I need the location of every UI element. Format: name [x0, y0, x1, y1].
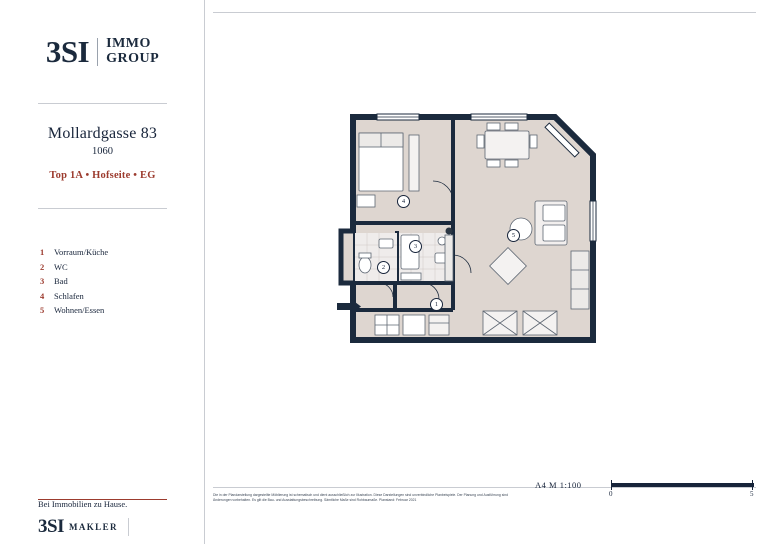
footer-divider [128, 518, 129, 536]
room-marker-4: 4 [397, 195, 410, 208]
divider-top [38, 103, 167, 104]
legend-label: Wohnen/Essen [54, 305, 105, 315]
list-item [40, 262, 190, 272]
list-item [40, 276, 190, 286]
unit-subtitle: Top 1A • Hofseite • EG [49, 170, 156, 181]
list-item [40, 247, 190, 257]
scale-tick-start [611, 480, 612, 490]
legend-number: 4 [40, 290, 45, 301]
info-panel [0, 0, 205, 544]
plan-area [205, 0, 770, 544]
page-title: Mollardgasse 83 [47, 125, 158, 142]
disclaimer-text: Die in der Plandarstellung dargestellte Möblierung ist schematisch und dient ausschließlich zur Illustration. Diese Darstellungen sind unverbindliche Planbeispiele. Der Planung und Ausführung sind Änderungen vorbehalten. Es gilt die Bau- und Ausstattungsbeschreibung. Sämtliche Maße sind Rohbaumaße. Planstand: Februar 2021 [213, 493, 508, 503]
room-marker-3: 3 [409, 240, 422, 253]
list-item [40, 305, 190, 315]
legend-label: Vorraum/Küche [54, 247, 109, 257]
logo-immo-text: IMMO [106, 36, 151, 52]
scale-graphic [611, 480, 754, 498]
room-marker-1: 1 [430, 298, 443, 311]
legend-label: Bad [54, 276, 68, 286]
legend-label: Schlafen [54, 290, 84, 301]
divider-bottom [38, 208, 167, 209]
room-marker-2: 2 [377, 261, 390, 274]
scale-tick-end [752, 480, 753, 490]
legend-number: 5 [40, 305, 45, 315]
brand-slogan: Bei Immobilien zu Hause. [38, 499, 128, 509]
legend-number: 1 [40, 247, 45, 257]
scale-line [611, 483, 754, 487]
room-marker-5: 5 [507, 229, 520, 242]
list-item [40, 291, 190, 301]
logo-group-text: GROUP [106, 50, 160, 66]
floorplan-drawing [335, 105, 615, 355]
footer-logo-makler: MAKLER [68, 521, 118, 532]
legend-number: 3 [40, 276, 45, 286]
logo-3si-text: 3SI [45, 34, 90, 69]
scale-bar [535, 477, 757, 505]
header-rule [213, 12, 756, 13]
legend-number: 2 [40, 261, 45, 272]
legend-label: WC [54, 261, 68, 272]
brand-logo [0, 36, 205, 67]
scale-max: 5 [750, 490, 754, 498]
scale-label: A4 M 1:100 [535, 480, 582, 490]
room-legend [40, 247, 190, 320]
logo-divider [97, 38, 98, 66]
postal-code: 1060 [92, 146, 113, 157]
scale-min: 0 [609, 490, 613, 498]
footer-logo-3si: 3SI [38, 516, 64, 537]
footer-brand [38, 499, 198, 536]
property-header [0, 125, 205, 181]
